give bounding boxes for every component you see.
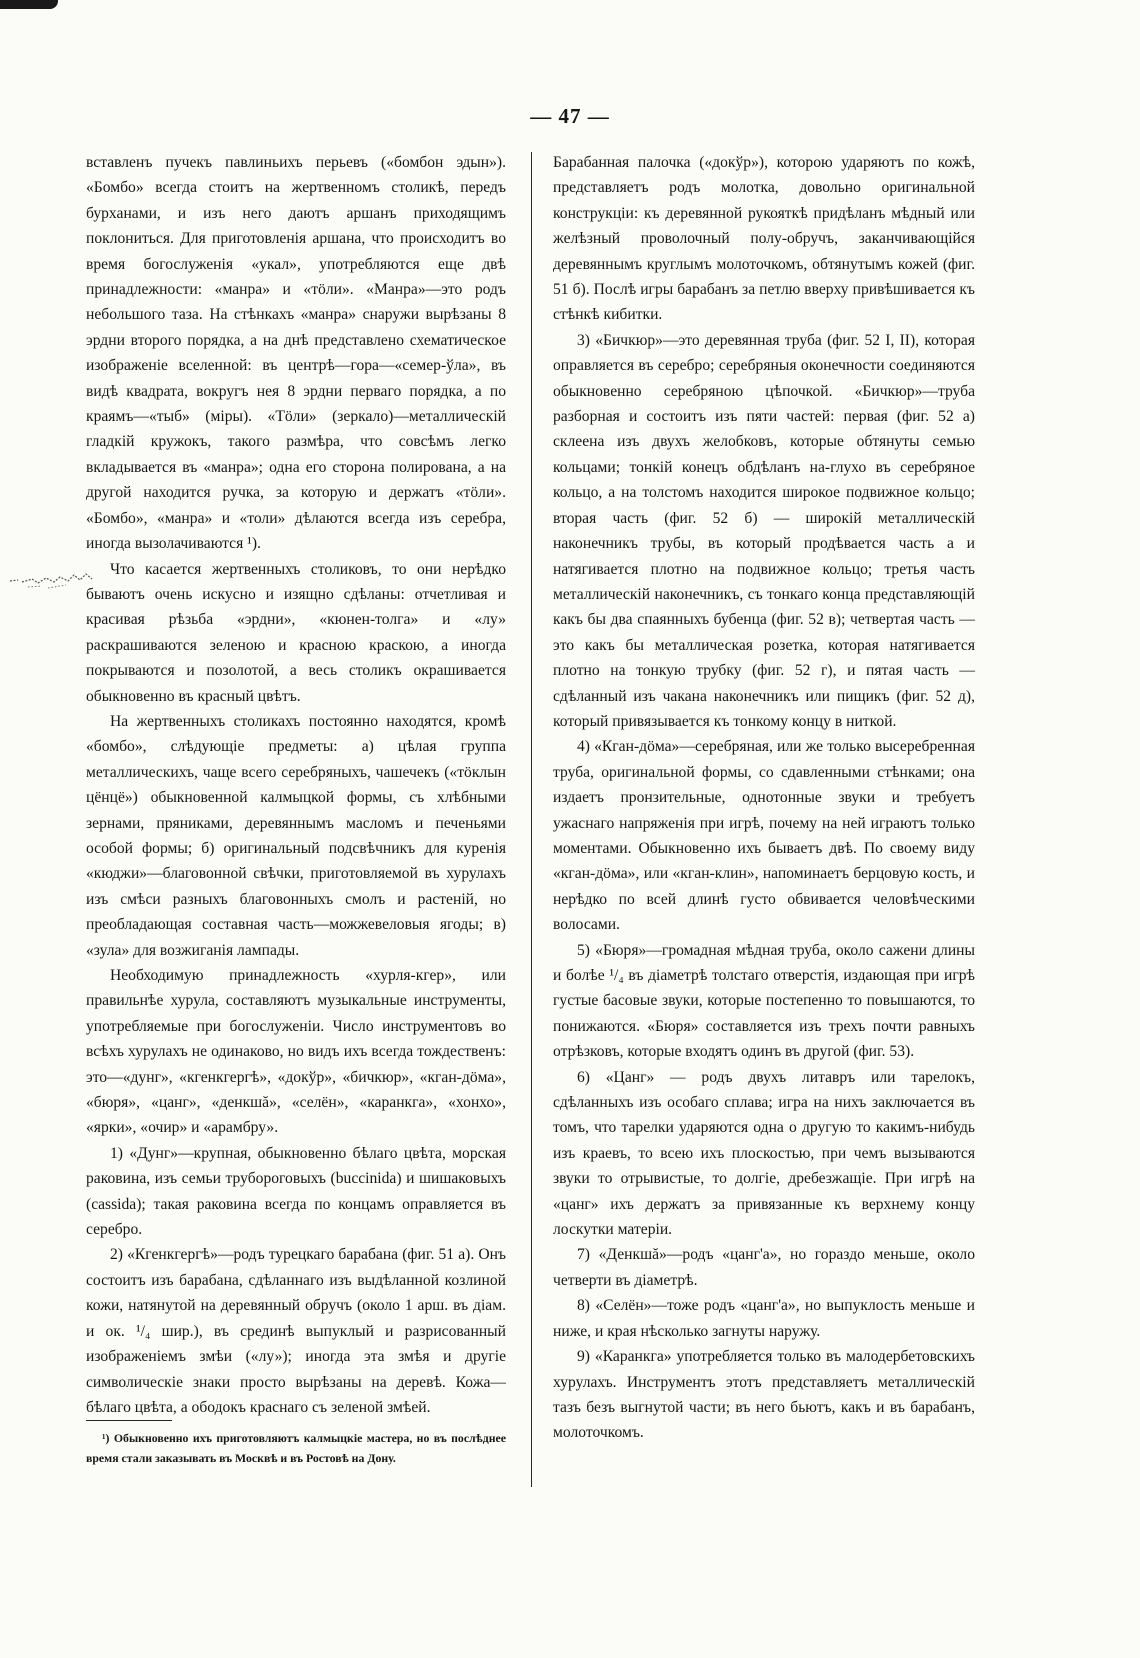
margin-scribble-mark bbox=[8, 565, 104, 593]
left-column bbox=[86, 150, 506, 1420]
right-paragraph-7: 8) «Селён»—тоже родъ «цанг'а», но выпуклость меньше и ниже, и края нѣсколько загнуты наружу. bbox=[553, 1297, 975, 1340]
column-divider bbox=[531, 152, 532, 1487]
left-paragraph-6: 2) «Кгенкгергѣ»—родъ турецкаго барабана (фиг. 51 а). Онъ состоитъ изъ барабана, сдѣланнаго изъ выдѣланной козлиной кожи, натянутой на деревянный обручъ (около 1 арш. въ діам. и ок. ¹/₄ шир.), въ срединѣ выпуклый и разрисованный изображеніемъ змѣи («лу»); иногда эта змѣя и другіе символическіе знаки просто вырѣзаны на деревѣ. Кожа—бѣлаго цвѣта, а ободокъ краснаго съ зеленой змѣей. bbox=[86, 1246, 506, 1416]
footnote-rule bbox=[86, 1420, 172, 1421]
right-paragraph-5: 6) «Цанг» — родъ двухъ литавръ или тарелокъ, сдѣланныхъ изъ особаго сплава; игра на нихъ заключается въ томъ, что тарелки ударяются одна о другую то какимъ-нибудь изъ краевъ, то всею ихъ плоскостью, при чемъ вызываются звуки то отрывистые, то долгіе, дребезжащіе. При игрѣ на «цанг» ихъ держатъ за привязанные къ верхнему концу лоскутки матеріи. bbox=[553, 1068, 975, 1239]
right-paragraph-6: 7) «Денкшă»—родъ «цанг'а», но гораздо меньше, около четверти въ діаметрѣ. bbox=[553, 1246, 975, 1289]
page-number: — 47 — bbox=[530, 104, 610, 128]
right-paragraph-3: 4) «Кган-дöма»—серебряная, или же только высеребренная труба, оригинальной формы, со сдавленными стѣнками; она издаетъ пронзительные, однотонные звуки и требуетъ ужаснаго напряженія при игрѣ, почему на ней играютъ только моментами. Обыкновенно ихъ бываетъ двѣ. По своему виду «кган-дöма», или «кган-клин», напоминаетъ берцовую кость, и нерѣдко по всей длинѣ густо обвивается человѣческими волосами. bbox=[553, 738, 975, 934]
right-paragraph-8: 9) «Каранкга» употребляется только въ малодербетовскихъ хурулахъ. Инструментъ этотъ представляетъ металлическій тазъ безъ выгнутой части; въ него бьютъ, какъ и въ барабанъ, молоточкомъ. bbox=[553, 1348, 975, 1442]
right-column bbox=[553, 150, 975, 1446]
left-paragraph-1: вставленъ пучекъ павлиньихъ перьевъ («бомбон эдын»). «Бомбо» всегда стоитъ на жертвенномъ столикѣ, передъ бурханами, и изъ него даютъ аршанъ приходящимъ поклониться. Для приготовленія аршана, что происходитъ во время богослуженія «укал», употребляются еще двѣ принадлежности: «манра» и «тöли». «Манра»—это родъ небольшого таза. На стѣнкахъ «манра» снаружи вырѣзаны 8 эрдни второго порядка, а на днѣ представлено схематическое изображеніе вселенной: въ центрѣ—гора—«семер-ўла», въ видѣ квадрата, вокругъ нея 8 эрдни перваго порядка, а по краямъ—«тыб» (міры). «Тöли» (зеркало)—металлическій гладкій кружокъ, такого размѣра, что совсѣмъ легко вкладывается въ «манра»; одна его сторона полирована, а на другой находится ручка, за которую и держатъ «тöли». «Бомбо», «манра» и «толи» дѣлаются всегда изъ серебра, иногда вызолачиваются ¹). bbox=[86, 154, 506, 553]
left-paragraph-5: 1) «Дунг»—крупная, обыкновенно бѣлаго цвѣта, морская раковина, изъ семьи трубороговыхъ (buccinida) и шишаковыхъ (cassida); такая раковина всегда по концамъ оправляется въ серебро. bbox=[86, 1144, 506, 1239]
footnote: ¹) Обыкновенно ихъ приготовляютъ калмыцкіе мастера, но въ послѣднее время стали заказывать въ Москвѣ и въ Ростовѣ на Дону. bbox=[86, 1431, 506, 1465]
scan-corner-mark bbox=[0, 0, 58, 9]
right-paragraph-4: 5) «Бюря»—громадная мѣдная труба, около сажени длины и болѣе ¹/₄ въ діаметрѣ толстаго отверстія, издающая при игрѣ густые басовые звуки, которые постепенно то повышаются, то понижаются. «Бюря» составляется изъ трехъ почти равныхъ отрѣзковъ, которые входятъ одинъ въ другой (фиг. 53). bbox=[553, 941, 975, 1061]
right-paragraph-1: Барабанная палочка («докўр»), которою ударяютъ по кожѣ, представляетъ родъ молотка, довольно оригинальной конструкціи: къ деревянной рукояткѣ придѣланъ мѣдный или желѣзный проволочный полу-обручъ, заканчивающійся деревяннымъ круглымъ молоточкомъ, обтянутымъ кожей (фиг. 51 б). Послѣ игры барабанъ за петлю вверху привѣшивается къ стѣнкѣ кибитки. bbox=[553, 154, 975, 324]
left-paragraph-4: Необходимую принадлежность «хурля-кгер», или правильнѣе хурула, составляютъ музыкальные инструменты, употребляемые при богослуженіи. Число инструментовъ во всѣхъ хурулахъ не одинаково, но видъ ихъ всегда тождественъ: это—«дунг», «кгенкгергѣ», «докўр», «бичкюр», «кган-дöма», «бюря», «цанг», «денкшă», «селён», «каранкга», «хонхо», «ярки», «очир» и «арамбру». bbox=[86, 967, 506, 1137]
right-paragraph-2: 3) «Бичкюр»—это деревянная труба (фиг. 52 I, II), которая оправляется въ серебро; серебряныя оконечности соединяются обыкновенно серебряною цѣпочкой. «Бичкюр»—труба разборная и состоитъ изъ пяти частей: первая (фиг. 52 а) склеена изъ двухъ желобковъ, которые обтянуты семью кольцами; тонкій конецъ обдѣланъ на-глухо въ серебряное кольцо, а на толстомъ находится широкое подвижное кольцо; вторая часть (фиг. 52 б) — широкій металлическій наконечникъ трубы, въ который продѣвается часть а и натягивается плотно на подвижное кольцо; третья часть металлическій наконечникъ, съ тонкаго конца представляющій какъ бы два спаянныхъ бубенца (фиг. 52 в); четвертая часть — это какъ бы металлическая розетка, которая натягивается плотно на тонкую трубку (фиг. 52 г), и пятая часть — сдѣланный изъ чакана наконечникъ или пищикъ (фиг. 52 д), который привязывается къ тонкому концу в ниткой. bbox=[553, 331, 975, 730]
left-paragraph-2: Что касается жертвенныхъ столиковъ, то они нерѣдко бываютъ очень искусно и изящно сдѣланы: отчетливая и красивая рѣзьба «эрдни», «кюнен-толга» и «лу» раскрашиваются зеленою и красною краскою, а иногда покрываются и позолотой, а весь столикъ окрашивается обыкновенно въ красный цвѣтъ. bbox=[86, 560, 506, 705]
left-paragraph-3: На жертвенныхъ столикахъ постоянно находятся, кромѣ «бомбо», слѣдующіе предметы: а) цѣлая группа металлическихъ, чаще всего серебряныхъ, чашечекъ («тöклын цёнцё») обыкновенной калмыцкой формы, съ хлѣбными зернами, пряниками, деревяннымъ масломъ и печеньями особой формы; б) оригинальный подсвѣчникъ для куренія «кюджи»—благовонной свѣчки, приготовляемой въ хурулахъ изъ смѣси разныхъ благовонныхъ смолъ и растеній, но преобладающая составная часть—можжевеловыя ягоды; в) «зула» для возжиганія лампады. bbox=[86, 712, 506, 959]
